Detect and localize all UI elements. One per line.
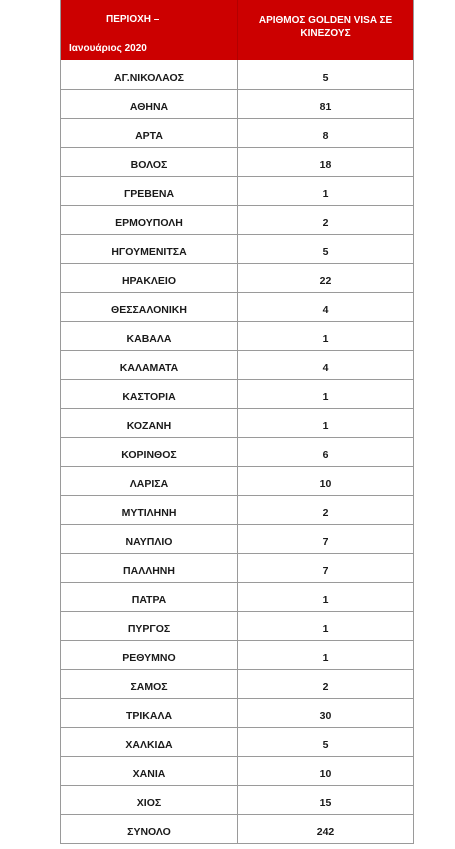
table-row <box>61 234 413 263</box>
region-cell: ΡΕΘΥΜΝΟ <box>61 641 238 669</box>
count-cell: 10 <box>319 478 332 490</box>
count-cell: 8 <box>322 130 329 142</box>
region-cell: ΤΡΙΚΑΛΑ <box>61 699 238 727</box>
table-row <box>61 60 413 89</box>
table-row <box>61 408 413 437</box>
count-cell: 1 <box>322 391 329 403</box>
table-row <box>61 524 413 553</box>
count-cell: 7 <box>322 536 329 548</box>
table-row <box>61 321 413 350</box>
region-cell: ΠΥΡΓΟΣ <box>61 612 238 640</box>
count-cell: 1 <box>322 623 329 635</box>
count-cell: 4 <box>322 304 329 316</box>
count-cell: 1 <box>322 188 329 200</box>
table-row <box>61 669 413 698</box>
region-cell: ΠΑΤΡΑ <box>61 583 238 611</box>
table-row <box>61 582 413 611</box>
table-row <box>61 495 413 524</box>
region-cell: ΒΟΛΟΣ <box>61 148 238 176</box>
table-body <box>61 60 413 843</box>
table-row <box>61 292 413 321</box>
count-cell: 242 <box>316 826 335 838</box>
region-cell: ΗΡΑΚΛΕΙΟ <box>61 264 238 292</box>
count-cell: 4 <box>322 362 329 374</box>
header-count-label: ΑΡΙΘΜΟΣ GOLDEN VISA ΣΕ ΚΙΝΕΖΟΥΣ <box>258 15 393 39</box>
count-cell: 2 <box>322 507 329 519</box>
count-cell: 81 <box>319 101 332 113</box>
table-header <box>61 0 413 60</box>
table-row <box>61 756 413 785</box>
table-row-total <box>61 814 413 843</box>
count-cell: 5 <box>322 739 329 751</box>
table-row <box>61 553 413 582</box>
region-cell: ΕΡΜΟΥΠΟΛΗ <box>61 206 238 234</box>
count-cell: 30 <box>319 710 332 722</box>
region-cell: ΧΑΛΚΙΔΑ <box>61 728 238 756</box>
table-row <box>61 379 413 408</box>
table-row <box>61 466 413 495</box>
table-row <box>61 727 413 756</box>
count-cell: 1 <box>322 594 329 606</box>
table-row <box>61 89 413 118</box>
header-region-cell <box>61 0 238 60</box>
count-cell: 7 <box>322 565 329 577</box>
count-cell: 22 <box>319 275 332 287</box>
count-cell: 15 <box>319 797 332 809</box>
region-cell: ΠΑΛΛΗΝΗ <box>61 554 238 582</box>
region-cell: ΜΥΤΙΛΗΝΗ <box>61 496 238 524</box>
count-cell: 1 <box>322 333 329 345</box>
count-cell: 10 <box>319 768 332 780</box>
count-cell: 5 <box>322 246 329 258</box>
table-row <box>61 176 413 205</box>
region-cell: ΑΓ.ΝΙΚΟΛΑΟΣ <box>61 60 238 89</box>
region-cell: ΘΕΣΣΑΛΟΝΙΚΗ <box>61 293 238 321</box>
header-period-label: Ιανουάριος 2020 <box>69 43 147 54</box>
golden-visa-table <box>60 0 414 844</box>
region-cell: ΓΡΕΒΕΝΑ <box>61 177 238 205</box>
table-row <box>61 147 413 176</box>
count-cell: 2 <box>322 681 329 693</box>
region-cell: ΗΓΟΥΜΕΝΙΤΣΑ <box>61 235 238 263</box>
region-cell: ΧΑΝΙΑ <box>61 757 238 785</box>
table-row <box>61 698 413 727</box>
region-cell: ΣΑΜΟΣ <box>61 670 238 698</box>
count-cell: 18 <box>319 159 332 171</box>
table-row <box>61 785 413 814</box>
table-row <box>61 118 413 147</box>
table-row <box>61 263 413 292</box>
count-cell: 2 <box>322 217 329 229</box>
table-row <box>61 350 413 379</box>
region-cell: ΝΑΥΠΛΙΟ <box>61 525 238 553</box>
region-cell: ΣΥΝΟΛΟ <box>61 815 238 843</box>
count-cell: 5 <box>322 72 329 84</box>
region-cell: ΑΡΤΑ <box>61 119 238 147</box>
region-cell: ΑΘΗΝΑ <box>61 90 238 118</box>
table-row <box>61 640 413 669</box>
table-row <box>61 437 413 466</box>
header-count-cell <box>238 0 413 60</box>
count-cell: 1 <box>322 652 329 664</box>
region-cell: ΚΑΛΑΜΑΤΑ <box>61 351 238 379</box>
region-cell: ΚΟΡΙΝΘΟΣ <box>61 438 238 466</box>
region-cell: ΚΟΖΑΝΗ <box>61 409 238 437</box>
header-region-label: ΠΕΡΙΟΧΗ – <box>106 14 160 25</box>
table-row <box>61 205 413 234</box>
count-cell: 1 <box>322 420 329 432</box>
region-cell: ΧΙΟΣ <box>61 786 238 814</box>
table-row <box>61 611 413 640</box>
region-cell: ΛΑΡΙΣΑ <box>61 467 238 495</box>
region-cell: ΚΑΣΤΟΡΙΑ <box>61 380 238 408</box>
count-cell: 6 <box>322 449 329 461</box>
region-cell: ΚΑΒΑΛΑ <box>61 322 238 350</box>
